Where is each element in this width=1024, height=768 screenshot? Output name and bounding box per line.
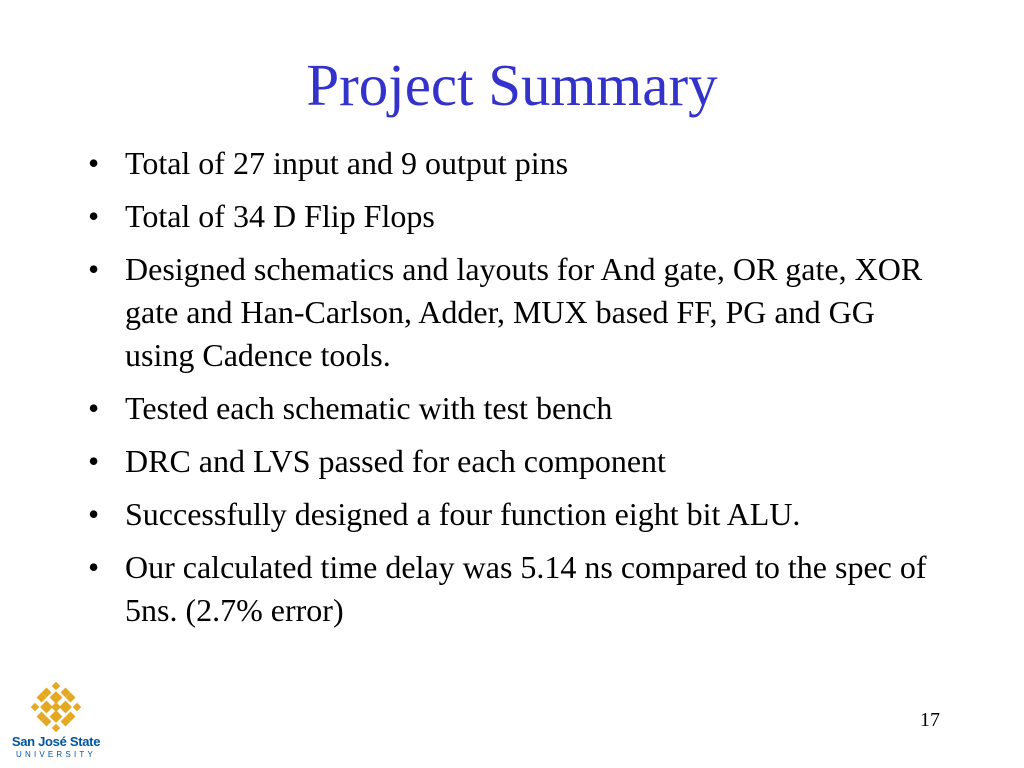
bullet-text: Designed schematics and layouts for And gate, OR gate, XOR gate and Han-Carlson, Adder, MUX based FF, PG and GG using Cadence tools.: [125, 251, 923, 373]
bullet-text: DRC and LVS passed for each component: [125, 443, 666, 479]
bullet-symbol: •: [88, 443, 100, 479]
bullet-symbol: •: [88, 145, 100, 181]
university-logo: [6, 682, 106, 766]
bullet-symbol: •: [88, 198, 100, 234]
page-number: 17: [920, 709, 940, 731]
bullet-symbol: •: [88, 390, 100, 426]
bullet-item: [88, 195, 948, 238]
bullet-symbol: •: [88, 251, 100, 287]
logo-name: San José State: [11, 734, 101, 749]
bullet-symbol: •: [88, 549, 100, 585]
sjsu-logo-icon: [31, 682, 81, 732]
bullet-item: [88, 142, 948, 185]
logo-subtitle: UNIVERSITY: [15, 750, 96, 759]
bullet-item: [88, 440, 948, 483]
bullet-item: [88, 546, 948, 632]
bullet-list: [88, 142, 948, 642]
bullet-item: [88, 248, 948, 377]
bullet-text: Our calculated time delay was 5.14 ns compared to the spec of 5ns. (2.7% error): [125, 549, 927, 628]
bullet-text: Tested each schematic with test bench: [125, 390, 613, 426]
bullet-text: Total of 27 input and 9 output pins: [125, 145, 569, 181]
bullet-text: Total of 34 D Flip Flops: [125, 198, 435, 234]
bullet-text: Successfully designed a four function eight bit ALU.: [125, 496, 801, 532]
bullet-item: [88, 387, 948, 430]
bullet-item: [88, 493, 948, 536]
slide-title: Project Summary: [306, 52, 718, 118]
bullet-symbol: •: [88, 496, 100, 532]
